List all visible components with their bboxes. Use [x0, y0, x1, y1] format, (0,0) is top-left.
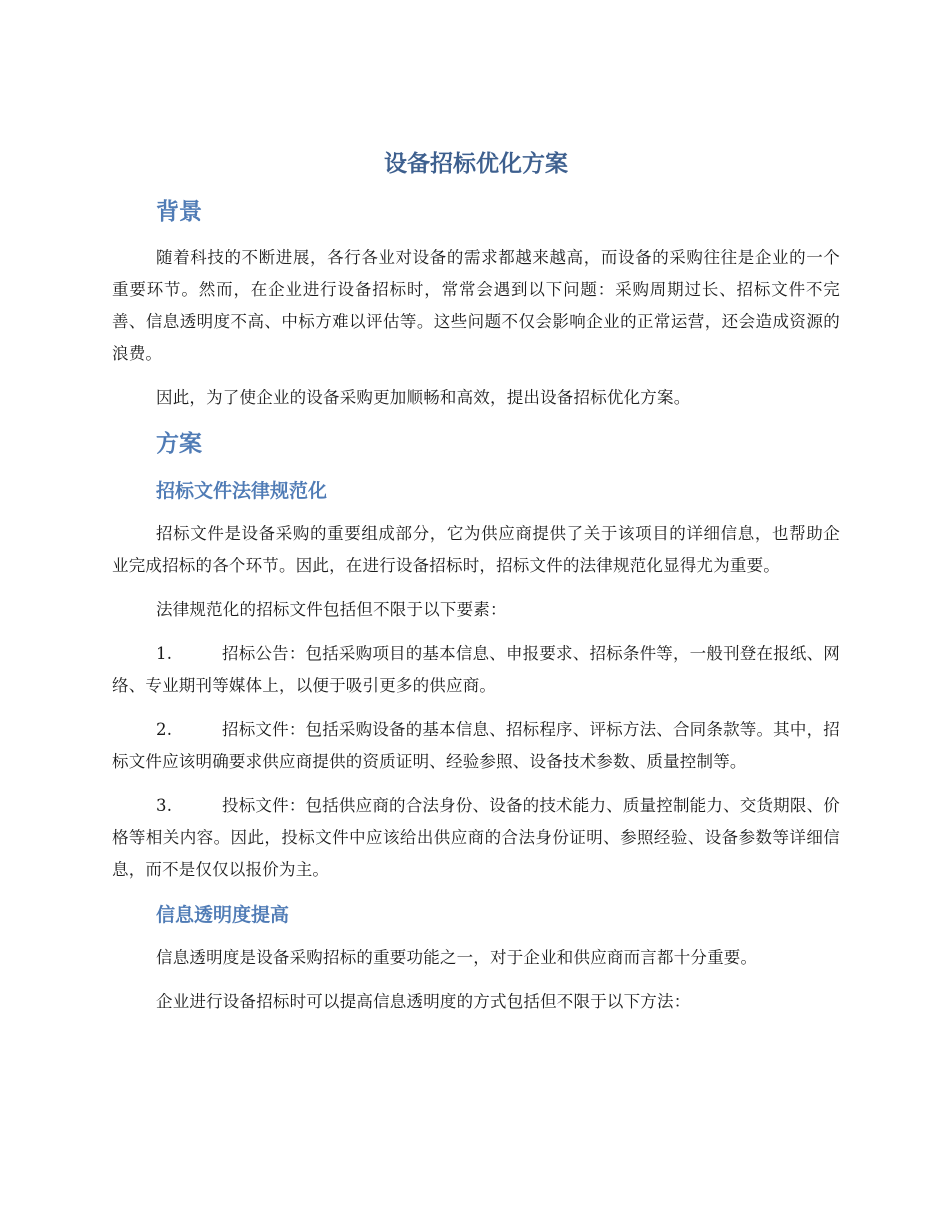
list-item-text: 投标文件：包括供应商的合法身份、设备的技术能力、质量控制能力、交货期限、价格等相关内容。因此，投标文件中应该给出供应商的合法身份证明、参照经验、设备参数等详细信息，而不是仅仅以报价为主。: [112, 796, 840, 879]
list-item: [112, 790, 840, 886]
list-number: 1.: [156, 644, 173, 663]
list-item-text: 招标公告：包括采购项目的基本信息、申报要求、招标条件等，一般刊登在报纸、网络、专业期刊等媒体上，以便于吸引更多的供应商。: [112, 644, 840, 695]
paragraph: 随着科技的不断进展，各行各业对设备的需求都越来越高，而设备的采购往往是企业的一个重要环节。然而，在企业进行设备招标时，常常会遇到以下问题：采购周期过长、招标文件不完善、信息透明度不高、中标方难以评估等。这些问题不仅会影响企业的正常运营，还会造成资源的浪费。: [112, 248, 840, 363]
list-item-text: 招标文件：包括采购设备的基本信息、招标程序、评标方法、合同条款等。其中，招标文件应该明确要求供应商提供的资质证明、经验参照、设备技术参数、质量控制等。: [112, 720, 840, 771]
paragraph: 因此，为了使企业的设备采购更加顺畅和高效，提出设备招标优化方案。: [156, 388, 691, 407]
heading-legal-standardization: 招标文件法律规范化: [156, 480, 328, 502]
document-title: 设备招标优化方案: [384, 151, 568, 177]
heading-information-transparency: 信息透明度提高: [156, 904, 290, 926]
list-number: 2.: [156, 720, 173, 739]
paragraph: 企业进行设备招标时可以提高信息透明度的方式包括但不限于以下方法：: [156, 992, 691, 1011]
list-item: [112, 714, 840, 778]
document-body: [112, 144, 840, 1030]
paragraph: 招标文件是设备采购的重要组成部分，它为供应商提供了关于该项目的详细信息，也帮助企业完成招标的各个环节。因此，在进行设备招标时，招标文件的法律规范化显得尤为重要。: [112, 524, 840, 575]
paragraph: 信息透明度是设备采购招标的重要功能之一，对于企业和供应商而言都十分重要。: [156, 948, 758, 967]
heading-plan: 方案: [156, 431, 202, 457]
paragraph: 法律规范化的招标文件包括但不限于以下要素：: [156, 600, 507, 619]
list-number: 3.: [156, 796, 173, 815]
list-item: [112, 638, 840, 702]
heading-background: 背景: [156, 199, 202, 225]
